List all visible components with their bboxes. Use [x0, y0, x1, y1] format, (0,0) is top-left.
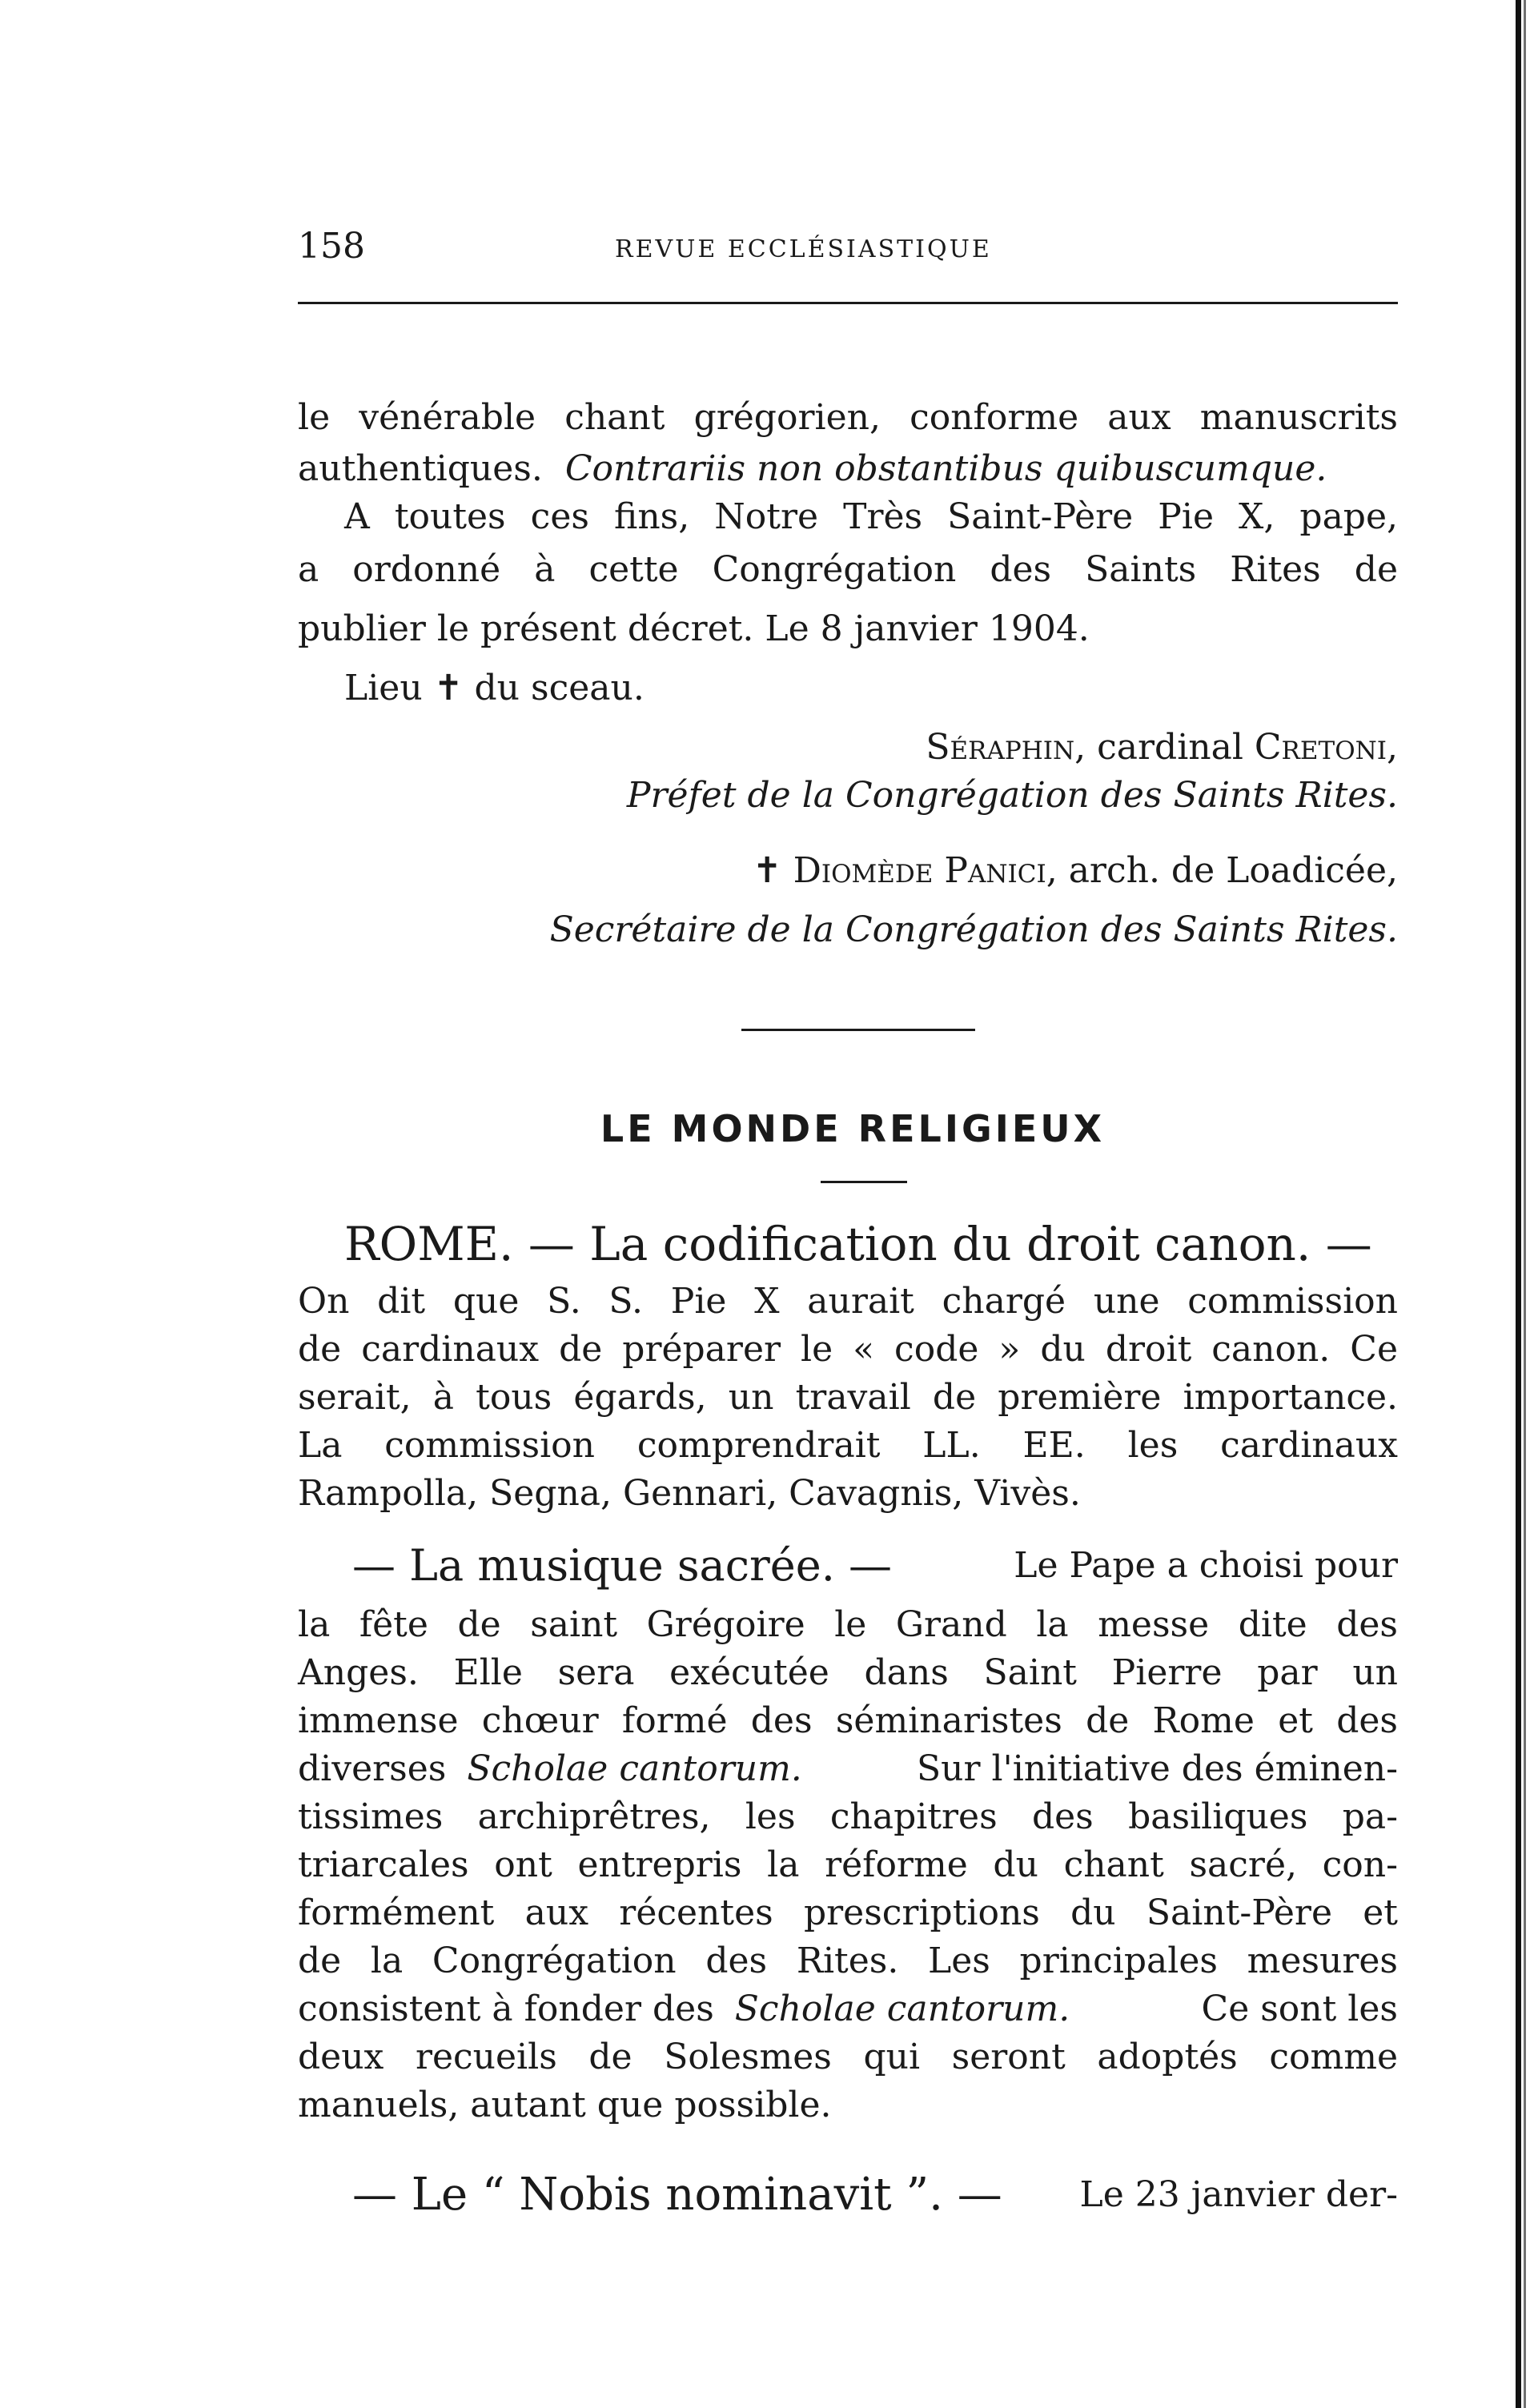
page-edge — [1516, 0, 1521, 2408]
header-rule — [298, 302, 1398, 304]
item-text-line: — Le “ Nobis nominavit ”. — Le 23 janvier der- — [352, 2169, 1398, 2221]
item-text-line: diverses Scholae cantorum. Sur l'initiative des éminen- — [298, 1748, 1398, 1789]
item-text-line: On dit que S. S. Pie X aurait chargé une commission — [298, 1281, 1398, 1322]
item-text-line: formément aux récentes prescriptions du Saint-Père et — [298, 1892, 1398, 1933]
item-heading: — Le “ Nobis nominavit ”. — — [352, 2169, 1002, 2221]
latin-term: Scholae cantorum. — [734, 1989, 1070, 2029]
latin-term: Scholae cantorum. — [467, 1748, 802, 1789]
running-title: REVUE ECCLÉSIASTIQUE — [615, 235, 992, 263]
item-text-line: manuels, autant que possible. — [298, 2085, 832, 2125]
latin-formula: Contrariis non obstantibus quibuscumque. — [564, 448, 1327, 489]
item-text-line: triarcales ont entrepris la réforme du chant sacré, con- — [298, 1844, 1398, 1885]
item-text-line: deux recueils de Solesmes qui seront adoptés comme — [298, 2037, 1398, 2077]
signature-secretary-title: Secrétaire de la Congrégation des Saints Rites. — [549, 909, 1398, 950]
cross-icon: ✝ — [752, 850, 793, 891]
item-text-line: serait, à tous égards, un travail de première importance. — [298, 1377, 1398, 1418]
decree-line: A toutes ces fins, Notre Très Saint-Père Pie X, pape, — [344, 496, 1398, 537]
item-text-line: Rampolla, Segna, Gennari, Cavagnis, Vivès. — [298, 1473, 1081, 1514]
signature-prefect: Séraphin, cardinal Cretoni, — [926, 727, 1398, 768]
signer-name: Séraphin — [926, 727, 1075, 768]
page-number: 158 — [298, 226, 365, 267]
section-heading: LE MONDE RELIGIEUX — [600, 1107, 1106, 1150]
item-text-line: de la Congrégation des Rites. Les principales mesures — [298, 1940, 1398, 1981]
decree-line: a ordonné à cette Congrégation des Saints Rites de — [298, 549, 1398, 590]
signature-secretary — [753, 846, 1398, 896]
item-text-line: Anges. Elle sera exécutée dans Saint Pierre par un — [298, 1652, 1398, 1693]
item-text-line: immense chœur formé des séminaristes de Rome et des — [298, 1700, 1398, 1741]
signer-rank: , arch. de Loadicée, — [1046, 850, 1398, 891]
item-heading: — La musique sacrée. — — [352, 1540, 893, 1591]
section-rule — [741, 1029, 975, 1031]
item-heading: ROME. — La codification du droit canon. — — [344, 1217, 1372, 1271]
item-text-line: La commission comprendrait LL. EE. les cardinaux — [298, 1425, 1398, 1466]
signature-prefect-title: Préfet de la Congrégation des Saints Rites. — [626, 775, 1398, 816]
decree-text: authentiques. — [298, 448, 543, 489]
seal-line: Lieu ✝ du sceau. — [344, 668, 645, 708]
item-text-line: consistent à fonder des Scholae cantorum. Ce sont les — [298, 1989, 1398, 2029]
item-text-line: — La musique sacrée. — Le Pape a choisi pour — [352, 1540, 1398, 1591]
decree-line: publier le présent décret. Le 8 janvier 1904. — [298, 608, 1090, 649]
item-text-line: la fête de saint Grégoire le Grand la messe dite des — [298, 1604, 1398, 1645]
signer-name: Diomède Panici — [793, 850, 1046, 891]
item-text-line: de cardinaux de préparer le « code » du droit canon. Ce — [298, 1329, 1398, 1370]
item-text-line: tissimes archiprêtres, les chapitres des basiliques pa- — [298, 1796, 1398, 1837]
signer-surname: Cretoni — [1254, 727, 1387, 768]
signer-rank: , cardinal — [1074, 727, 1255, 768]
heading-rule — [821, 1181, 907, 1183]
page-edge-shadow — [1524, 0, 1526, 2408]
decree-line: le vénérable chant grégorien, conforme aux manuscrits — [298, 397, 1398, 438]
decree-line — [298, 444, 1398, 494]
